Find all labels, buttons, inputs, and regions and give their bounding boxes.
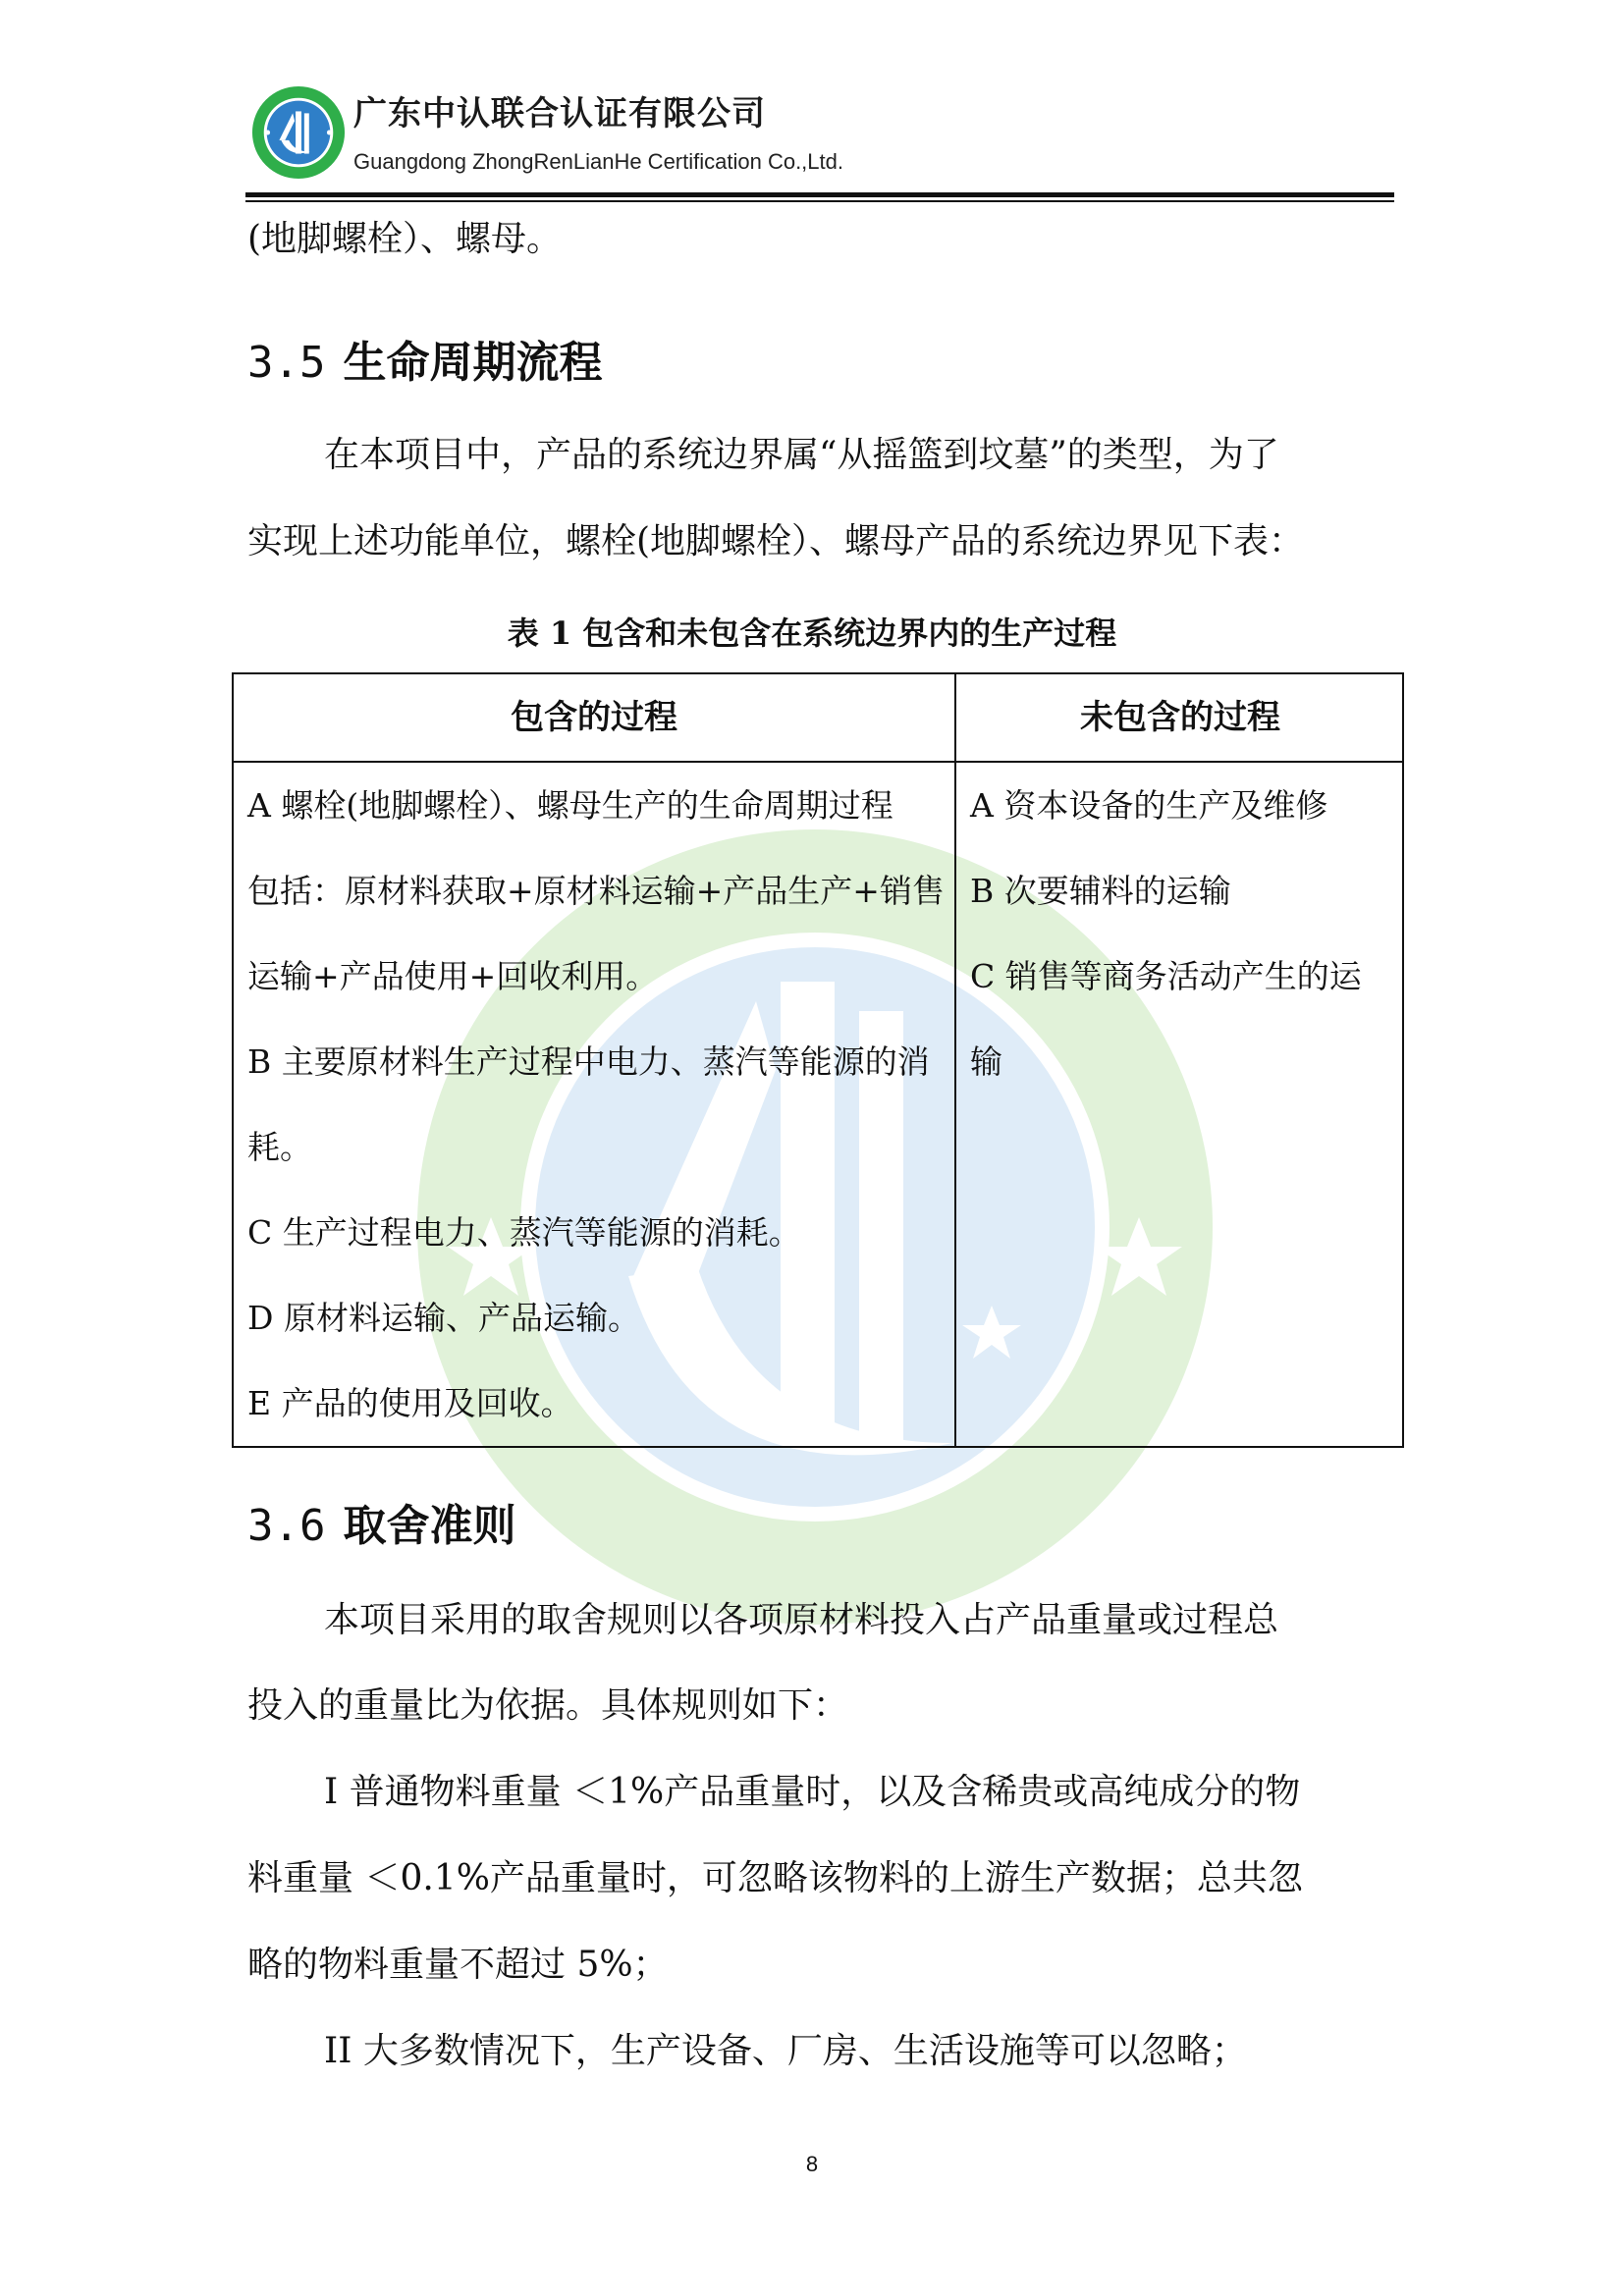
table-caption: 表 1 包含和未包含在系统边界内的生产过程 [507,614,1117,652]
paragraph-line: 本项目采用的取舍规则以各项原材料投入占产品重量或过程总 [324,1600,1279,1640]
page-header [245,75,1394,200]
table-header-included: 包含的过程 [511,698,677,737]
section-title: 取舍准则 [343,1501,516,1551]
paragraph-line: 料重量 ＜0.1%产品重量时，可忽略该物料的上游生产数据；总共忽 [247,1858,1303,1898]
included-process-line: A 螺栓(地脚螺栓）、螺母生产的生命周期过程 [247,786,893,825]
section-heading-3-6 [247,1490,515,1553]
header-rule-thin [245,200,1394,202]
section-title: 生命周期流程 [343,338,603,388]
header-rule-thick [245,192,1394,197]
included-process-line: 耗。 [247,1128,312,1166]
included-process-line: E 产品的使用及回收。 [247,1384,573,1422]
section-heading-3-5 [247,327,602,390]
included-process-line: 包括：原材料获取+原材料运输+产品生产+销售 [247,872,945,910]
paragraph-line: I 普通物料重量 ＜1%产品重量时，以及含稀贵或高纯成分的物 [324,1772,1301,1812]
included-process-line: C 生产过程电力、蒸汽等能源的消耗。 [247,1213,801,1252]
table-header-excluded: 未包含的过程 [1080,698,1280,737]
excluded-process-line: 输 [970,1042,1002,1081]
table-header-divider [234,761,1402,763]
excluded-process-line: B 次要辅料的运输 [970,872,1231,910]
system-boundary-table [232,672,1404,1448]
table-column-divider [954,674,956,1446]
section-number: 3.5 [247,338,326,388]
excluded-process-line: A 资本设备的生产及维修 [970,786,1328,825]
included-process-line: D 原材料运输、产品运输。 [247,1299,640,1337]
continued-text: (地脚螺栓）、螺母。 [247,219,563,259]
included-process-line: 运输+产品使用+回收利用。 [247,957,659,995]
page-number: 8 [805,2152,819,2176]
company-name-en: Guangdong ZhongRenLianHe Certification Co.,Ltd. [353,149,843,174]
paragraph-line: II 大多数情况下，生产设备、厂房、生活设施等可以忽略； [324,2031,1247,2071]
company-name-cn: 广东中认联合认证有限公司 [353,94,766,133]
company-logo-icon [250,84,347,181]
paragraph-line: 投入的重量比为依据。具体规则如下： [247,1685,849,1726]
section-number: 3.6 [247,1501,326,1551]
excluded-process-line: C 销售等商务活动产生的运 [970,957,1362,995]
included-process-line: B 主要原材料生产过程中电力、蒸汽等能源的消 [247,1042,930,1081]
paragraph-line: 实现上述功能单位，螺栓(地脚螺栓）、螺母产品的系统边界见下表： [247,521,1305,561]
paragraph-line: 略的物料重量不超过 5%； [247,1945,669,1985]
paragraph-line: 在本项目中，产品的系统边界属“从摇篮到坟墓”的类型，为了 [324,435,1279,475]
